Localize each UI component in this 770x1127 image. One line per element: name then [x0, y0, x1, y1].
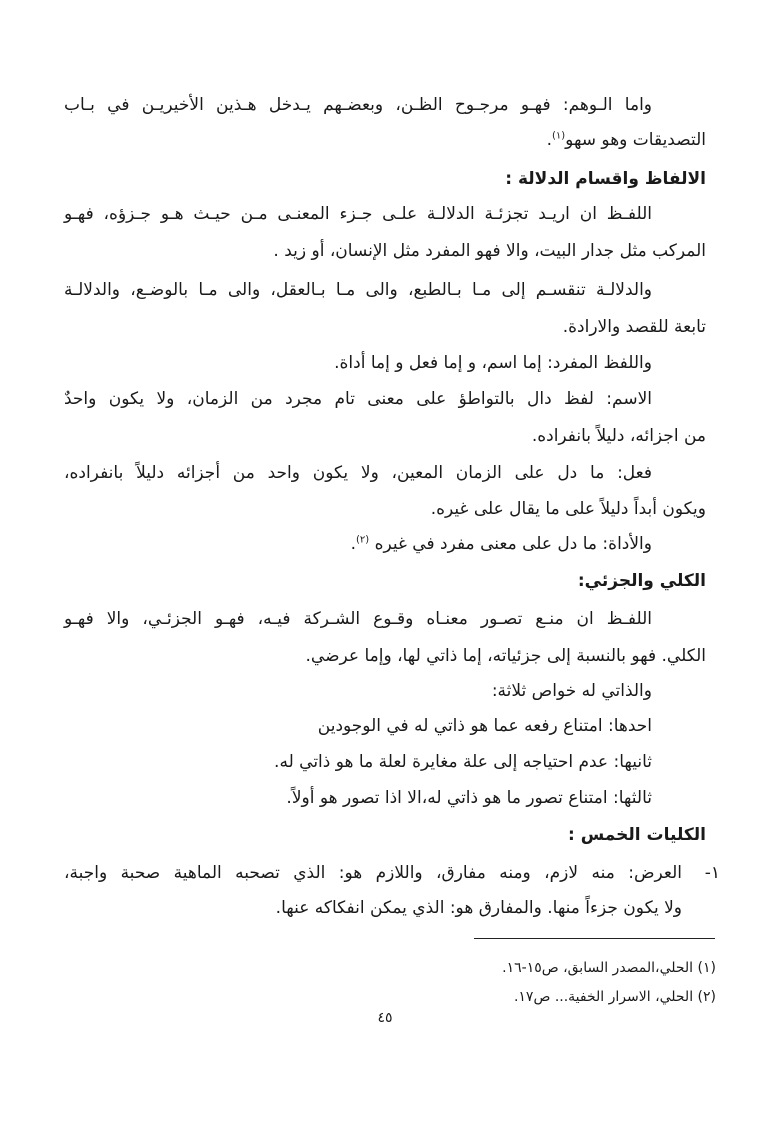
page-number: ٤٥: [377, 1010, 393, 1026]
text-line: واللفظ المفرد: إما اسم، و إما فعل و إما أداة.: [334, 353, 652, 373]
footnote: (٢) الحلي، الاسرار الخفية... ص١٧.: [513, 989, 716, 1005]
text-line: المركب مثل جدار البيت، والا فهو المفرد مثل الإنسان، أو زيد .: [273, 241, 706, 261]
text-line: ثانيها: عدم احتياجه إلى علة مغايرة لعلة ما هو ذاتي له.: [274, 752, 652, 772]
text-line: الاسم: لفظ دال بالتواطؤ على معنى تام مجرد من الزمان، ولا يكون واحدٌ: [64, 389, 652, 409]
text-line: والدلالـة تنقسـم إلى مـا بـالطبع، والى مـا بـالعقل، والى مـا بالوضـع، والدلالـة: [64, 280, 652, 300]
text-line: من اجزائه، دليلاً بانفراده.: [531, 426, 706, 446]
footnote-divider: [474, 938, 715, 939]
text-line: ولا يكون جزءاً منها. والمفارق هو: الذي يمكن انفكاكه عنها.: [275, 898, 682, 918]
text-line: اللفـظ ان منـع تصـور معنـاه وقـوع الشـركة فيـه، فهـو الجزئـي، والا فهـو: [64, 609, 652, 629]
text-line: والذاتي له خواص ثلاثة:: [491, 681, 652, 701]
section-heading: الكليات الخمس :: [568, 825, 706, 845]
section-heading: الالفاظ واقسام الدلالة :: [505, 169, 706, 189]
text-line: واما الـوهم: فهـو مرجـوح الظـن، وبعضـهم يـدخل هـذين الأخيريـن في بـاب: [64, 95, 652, 115]
text-line: اللفـظ ان اريـد تجزئـة الدلالـة علـى جـزء المعنـى مـن حيـث هـو جـزؤه، فهـو: [64, 204, 652, 224]
text-line: تابعة للقصد والارادة.: [562, 317, 706, 337]
section-heading: الكلي والجزئي:: [577, 571, 706, 591]
text-line: والأداة: ما دل على معنى مفرد في غيره $^{(٢)}$.: [350, 534, 652, 554]
text-line: ثالثها: امتناع تصور ما هو ذاتي له،الا اذا تصور هو أولاً.: [286, 788, 652, 808]
text-line: التصديقات وهو سهو$^{(١)}$.: [546, 130, 706, 150]
text-line: احدها: امتناع رفعه عما هو ذاتي له في الوجودين: [317, 716, 652, 736]
footnote: (١) الحلي،المصدر السابق، ص١٥-١٦.: [502, 960, 716, 976]
footnote-ref: (١): [551, 130, 566, 142]
text-line: العرض: منه لازم، ومنه مفارق، واللازم هو: الذي تصحبه الماهية صحبة واجبة،: [64, 863, 682, 883]
footnote-ref: (٢): [356, 534, 370, 546]
list-number: ١-: [704, 863, 720, 883]
text-line: الكلي. فهو بالنسبة إلى جزئياته، إما ذاتي لها، وإما عرضي.: [305, 646, 706, 666]
text-line: فعل: ما دل على الزمان المعين، ولا يكون واحد من أجزائه دليلاً بانفراده،: [64, 463, 652, 483]
text-line: ويكون أبداً دليلاً على ما يقال على غيره.: [430, 499, 706, 519]
